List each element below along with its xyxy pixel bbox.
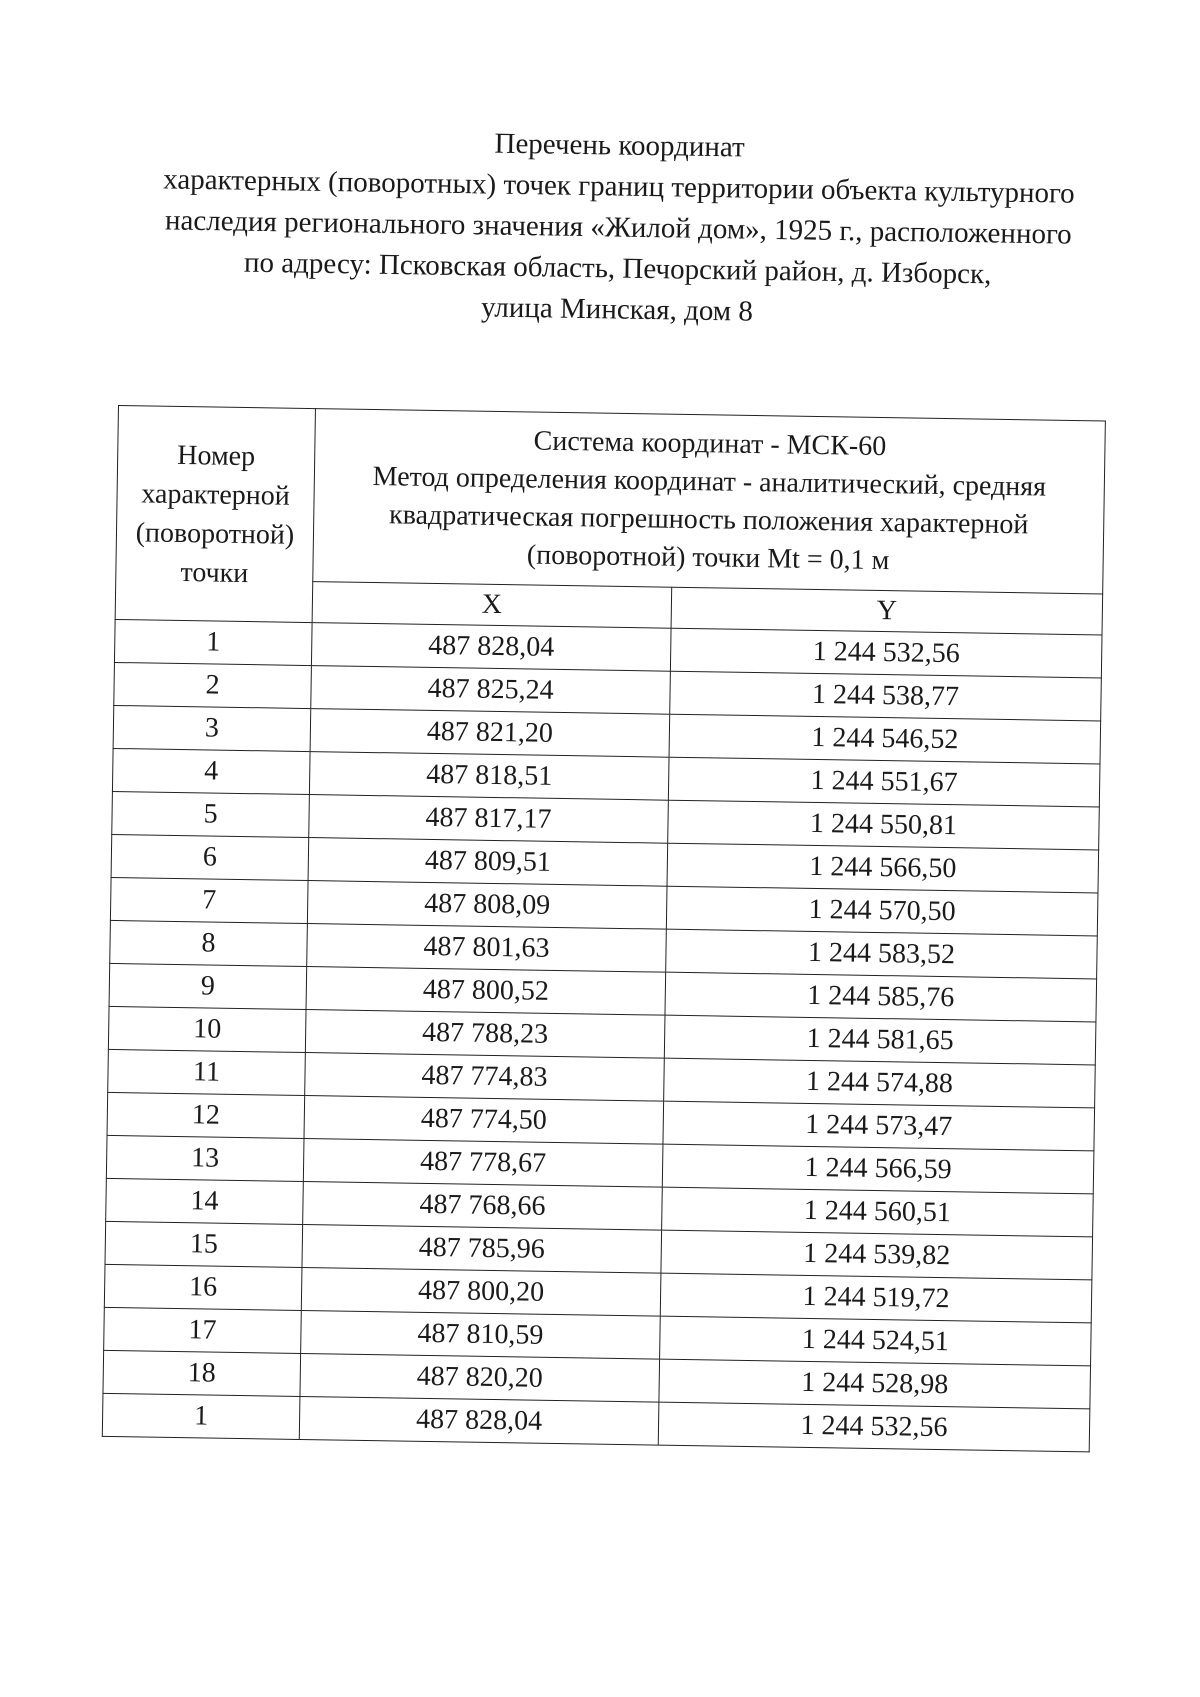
title-line: наследия регионального значения «Жилой дом», 1925 г., расположенного [164,204,1072,251]
title-line: Перечень координат [494,127,745,164]
coordinates-table [102,405,1106,1452]
x-coordinate-cell: 487 800,52 [306,967,666,1016]
y-coordinate-cell: 1 244 570,50 [666,886,1098,936]
header-line: квадратическая погрешность положения характерной [388,499,1029,541]
y-coordinate-cell: 1 244 546,52 [669,714,1101,764]
x-coordinate-cell: 487 778,67 [303,1139,663,1188]
point-number-cell: 15 [105,1221,303,1267]
y-column-header: Y [671,587,1103,635]
x-coordinate-cell: 487 801,63 [307,924,667,973]
header-line: (поворотной) [135,516,295,551]
y-coordinate-cell: 1 244 566,50 [667,843,1099,893]
point-number-cell: 2 [114,662,312,708]
y-coordinate-cell: 1 244 532,56 [658,1402,1090,1452]
x-coordinate-cell: 487 810,59 [301,1310,661,1359]
x-coordinate-cell: 487 774,50 [304,1096,664,1145]
document-title [137,118,1100,338]
point-number-cell: 1 [102,1393,300,1439]
x-coordinate-cell: 487 809,51 [308,838,668,887]
point-number-cell: 3 [113,705,311,751]
header-line: Метод определения координат - аналитический, средняя [372,460,1047,503]
header-line: точки [180,556,249,589]
point-number-cell: 8 [110,920,308,966]
table-header-row [116,406,1106,594]
y-coordinate-cell: 1 244 539,82 [661,1230,1093,1280]
y-coordinate-cell: 1 244 585,76 [665,972,1097,1022]
y-coordinate-cell: 1 244 583,52 [666,929,1098,979]
y-coordinate-cell: 1 244 524,51 [660,1316,1092,1366]
point-number-cell: 17 [104,1307,302,1353]
x-column-header: X [312,581,672,628]
x-coordinate-cell: 487 828,04 [311,623,671,672]
title-line: улица Минская, дом 8 [480,291,754,328]
x-coordinate-cell: 487 818,51 [309,752,669,801]
header-line: (поворотной) точки Mt = 0,1 м [526,539,890,576]
x-coordinate-cell: 487 828,04 [299,1396,659,1445]
point-number-cell: 12 [107,1092,305,1138]
point-number-cell: 5 [112,791,310,837]
point-number-cell: 10 [108,1006,306,1052]
point-number-header [115,406,315,623]
title-line: характерных (поворотных) точек границ территории объекта культурного [163,163,1075,210]
y-coordinate-cell: 1 244 519,72 [660,1273,1092,1323]
x-coordinate-cell: 487 785,96 [302,1225,662,1274]
point-number-cell: 9 [109,963,307,1009]
y-coordinate-cell: 1 244 574,88 [664,1058,1096,1108]
coordinates-table-wrapper [102,405,1106,1452]
y-coordinate-cell: 1 244 550,81 [668,800,1100,850]
coordinate-system-header [313,409,1106,594]
point-number-cell: 1 [114,619,312,665]
point-number-cell: 11 [108,1049,306,1095]
y-coordinate-cell: 1 244 573,47 [663,1101,1095,1151]
y-coordinate-cell: 1 244 532,56 [670,628,1102,678]
y-coordinate-cell: 1 244 538,77 [670,671,1102,721]
x-coordinate-cell: 487 774,83 [305,1053,665,1102]
y-coordinate-cell: 1 244 560,51 [662,1187,1094,1237]
y-coordinate-cell: 1 244 581,65 [664,1015,1096,1065]
y-coordinate-cell: 1 244 551,67 [668,757,1100,807]
x-coordinate-cell: 487 800,20 [301,1267,661,1316]
point-number-cell: 6 [111,834,309,880]
header-line: характерной [141,477,291,512]
x-coordinate-cell: 487 768,66 [303,1182,663,1231]
x-coordinate-cell: 487 825,24 [311,666,671,715]
x-coordinate-cell: 487 788,23 [305,1010,665,1059]
x-coordinate-cell: 487 817,17 [309,795,669,844]
header-line: Система координат - МСК-60 [533,425,887,462]
point-number-cell: 18 [103,1350,301,1396]
x-coordinate-cell: 487 808,09 [307,881,667,930]
y-coordinate-cell: 1 244 566,59 [662,1144,1094,1194]
point-number-cell: 14 [106,1178,304,1224]
point-number-cell: 7 [110,877,308,923]
point-number-cell: 4 [112,748,310,794]
header-line: Номер [177,439,256,472]
point-number-cell: 16 [104,1264,302,1310]
title-line: по адресу: Псковская область, Печорский район, д. Изборск, [243,246,992,291]
x-coordinate-cell: 487 820,20 [300,1353,660,1402]
x-coordinate-cell: 487 821,20 [310,709,670,758]
point-number-cell: 13 [106,1135,304,1181]
y-coordinate-cell: 1 244 528,98 [659,1359,1091,1409]
